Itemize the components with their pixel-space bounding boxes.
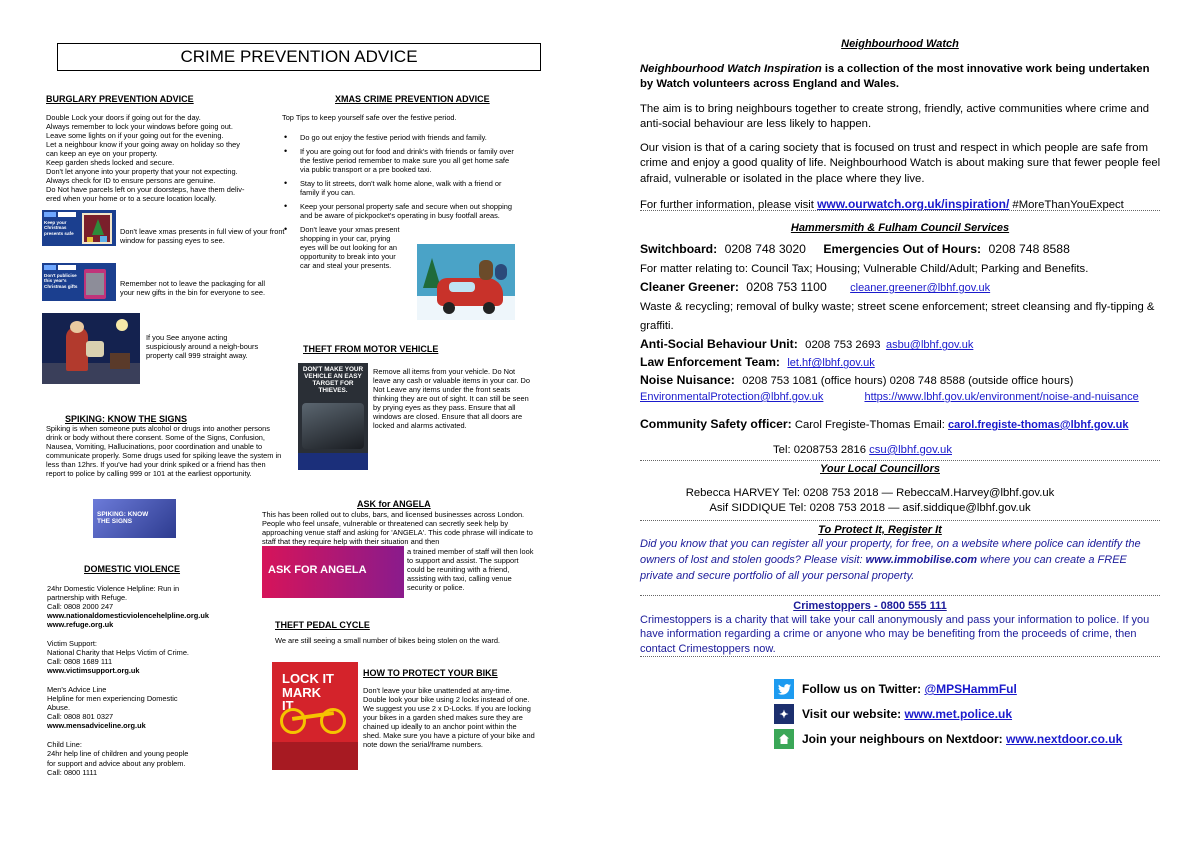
burglary-line: ered when your home or to a secure location locally. <box>46 194 217 204</box>
motor-image-text: DON'T MAKE YOUR VEHICLE AN EASY TARGET FOR THIEVES. <box>302 366 364 395</box>
xmas-tip: • Do go out enjoy the festive period with friends and family. <box>282 133 527 142</box>
dv-link[interactable]: www.nationaldomesticviolencehelpline.org.uk <box>47 611 209 621</box>
nw-intro <box>640 62 1165 93</box>
crimestoppers-heading-text: Crimestoppers - 0800 555 111 <box>793 600 947 612</box>
crimestoppers-text: Crimestoppers is a charity that will take your call anonymously and pass your information to police. If you have information regarding a crime or anyone who may be benefiting from the proceeds of crime, then contact Crimestoppers now. <box>640 614 1150 655</box>
dv-block <box>47 740 287 776</box>
xmas-tip: • If you are going out for food and drink's with friends or family over the festive period remember to make sure you all get home safe via public transport or a pre booked taxi. <box>282 147 527 174</box>
met-police-link[interactable]: www.met.police.uk <box>904 707 1013 721</box>
xmas-heading: XMAS CRIME PREVENTION ADVICE <box>335 94 490 104</box>
twitter-icon[interactable] <box>774 679 794 699</box>
nw-heading <box>640 38 1160 50</box>
angela-heading: ASK for ANGELA <box>357 499 431 509</box>
dv-block <box>47 584 287 629</box>
council-services <box>640 241 1165 458</box>
councillor-rebecca: Rebecca HARVEY Tel: 0208 753 2018 — RebeccaM.Harvey@lbhf.gov.uk <box>685 487 1055 499</box>
crimestoppers-heading <box>640 600 1160 612</box>
angela-text-cont: a trained member of staff will then look to support and assist. The support could be reuniting with a friend, assisting with taxi, calling venue security or police. <box>407 547 534 593</box>
met-logo-badge <box>44 265 56 270</box>
protect-bike-text: Don't leave your bike unattended at any-time. Double look your bike using 2 locks instead of one. We suggest you use 2 x D-Locks. If you are locking your bikes in a garden shed makes sure they are chained up ideally to an anchor point within the shed. Make sure you have a picture of your bike and note down the serial/frame numbers. <box>363 686 535 750</box>
dv-link[interactable]: www.refuge.org.uk <box>47 620 114 630</box>
burglary-line: Do Not have parcels left on your doorsteps, have them deliv- <box>46 185 245 195</box>
council-heading <box>640 222 1160 234</box>
burglary-line: can keep an eye on your property. <box>46 149 158 159</box>
dv-line: Call: 0800 1111 <box>47 767 98 777</box>
cleaner-greener-label: Cleaner Greener: <box>640 280 739 295</box>
burglar-figure <box>66 327 88 371</box>
burglary-line: Keep garden sheds locked and secure. <box>46 158 175 168</box>
asb-row <box>640 336 1165 354</box>
met-logo-badge <box>58 212 76 217</box>
lock-it-image-text: LOCK IT MARK IT <box>282 671 334 714</box>
angela-image <box>262 546 404 598</box>
cso-label: Community Safety officer: <box>640 416 792 431</box>
council-heading-text: Hammersmith & Fulham Council Services <box>790 222 1010 234</box>
domestic-violence-heading: DOMESTIC VIOLENCE <box>84 564 181 574</box>
christmas-gifts-image <box>42 263 116 301</box>
dv-line: Call: 0808 801 0327 <box>47 712 114 722</box>
domestic-violence-list <box>47 584 287 777</box>
dv-line: Call: 0808 2000 247 <box>47 602 114 612</box>
xmas-presents-image-text: Keep your Christmas presents safe <box>44 220 74 236</box>
noise-label: Noise Nuisance: <box>640 373 735 388</box>
nextdoor-row <box>774 729 1122 749</box>
tip1-text: Don't leave xmas presents in full view of your front window for passing eyes to see. <box>120 227 285 246</box>
met-logo-badge <box>58 265 76 270</box>
nw-section <box>640 62 1165 213</box>
dv-line: Abuse. <box>47 703 71 713</box>
protect-text-1: Did you know that you can register all your property, for free, on a website where police can identify the owners of lost and stolen goods? Please visit: <box>640 538 1141 566</box>
cleaner-greener-number: 0208 753 1100 <box>746 280 827 295</box>
dv-line: National Charity that Helps Victim of Crime. <box>47 648 189 658</box>
nextdoor-link[interactable]: www.nextdoor.co.uk <box>1006 732 1123 746</box>
xmas-tip: • Stay to lit streets, don't walk home alone, walk with a friend or family if you can. <box>282 179 527 197</box>
dv-link[interactable]: www.mensadviceline.org.uk <box>47 721 146 731</box>
csu-email[interactable]: csu@lbhf.gov.uk <box>869 443 952 456</box>
dv-line: 24hr Domestic Violence Helpline: Run in <box>47 584 180 593</box>
emergencies-number: 0208 748 8588 <box>988 242 1070 256</box>
burglary-line: Don't let anyone into your property that your not expecting. <box>46 167 238 177</box>
nextdoor-text <box>802 732 1122 746</box>
bike-wheel <box>280 708 306 734</box>
nw-inspiration: Neighbourhood Watch Inspiration <box>640 63 822 75</box>
switchboard-number: 0208 748 3020 <box>724 242 806 256</box>
motor-heading: THEFT FROM MOTOR VEHICLE <box>303 344 439 354</box>
law-email[interactable]: let.hf@lbhf.gov.uk <box>787 357 875 370</box>
pedal-text: We are still seeing a small number of bikes being stolen on the ward. <box>275 636 500 645</box>
protect-text-2: where you can create a FREE private and secure portfolio of all your personal property. <box>640 553 1127 582</box>
councillors-list <box>640 486 1160 515</box>
divider <box>640 595 1160 596</box>
twitter-text <box>802 682 1017 696</box>
councillor-asif: Asif SIDDIQUE Tel: 0208 753 2018 — asif.siddique@lbhf.gov.uk <box>709 501 1031 514</box>
nextdoor-icon[interactable] <box>774 729 794 749</box>
xmas-tip: • Keep your personal property safe and secure when out shopping and be aware of pickpocket's operating in busy footfall areas. <box>282 202 527 220</box>
twitter-label: Follow us on Twitter: <box>802 682 925 696</box>
tip3-text: If you See anyone acting suspiciously around a neigh-bours property call 999 straight away. <box>146 333 259 361</box>
spiking-text: Spiking is when someone puts alcohol or drugs into another persons drink or body without there consent. Some of the Signs, Confusion, Nausea, Vomiting, Hallucinations, poor coordination and unable to communicate properly. Some drugs used for spiking leave the system in less than 12hrs. If you've had your drink spiked or a friend has then report to police by calling 999 or 101 at the earliest opportunity. <box>46 424 282 479</box>
page-title: CRIME PREVENTION ADVICE <box>180 47 418 66</box>
cso-tel-row <box>640 442 1165 458</box>
website-row <box>774 704 1012 724</box>
waste-text: Waste & recycling; removal of bulky waste; street scene enforcement; street cleansing and fly-tipping & graffiti. <box>640 301 1155 333</box>
dv-link[interactable]: www.victimsupport.org.uk <box>47 666 140 676</box>
asb-label: Anti-Social Behaviour Unit: <box>640 337 798 352</box>
env-protection-email[interactable]: EnvironmentalProtection@lbhf.gov.uk <box>640 390 824 403</box>
xmas-car-image <box>417 244 515 320</box>
cso-row <box>640 416 1165 434</box>
nw-more-text: For further information, please visit <box>640 198 818 211</box>
councillors-heading-text: Your Local Councillors <box>820 463 940 475</box>
dv-line: 24hr help line of children and young people <box>47 749 189 759</box>
twitter-row <box>774 679 1017 699</box>
switchboard-row <box>640 241 1165 259</box>
burglary-line: Always remember to lock your windows before going out. <box>46 122 233 132</box>
ourwatch-link[interactable]: www.ourwatch.org.uk/inspiration/ <box>817 196 1010 211</box>
emergencies-label: Emergencies Out of Hours: <box>823 242 982 256</box>
hashtag: #MoreThanYouExpect <box>1009 198 1124 211</box>
spiking-heading: SPIKING: KNOW THE SIGNS <box>65 414 188 424</box>
dv-line: Child Line: <box>47 740 82 750</box>
lock-it-mark-it-image <box>272 662 358 770</box>
xmas-presents-image <box>42 210 116 246</box>
immobilise-link[interactable]: www.immobilise.com <box>865 553 978 566</box>
divider <box>640 210 1160 211</box>
nextdoor-label: Join your neighbours on Nextdoor: <box>802 732 1006 746</box>
xmas-tip: • Don't leave your xmas present shopping in your car, prying eyes will be out looking for an opportunity to break into your car and steal your presents. <box>282 225 402 270</box>
dv-line: Helpline for men experiencing Domestic <box>47 694 178 704</box>
protect-heading <box>640 524 1160 536</box>
nw-aim: The aim is to bring neighbours together to create strong, friendly, active communities where crime and anti-social behaviour are less likely to happen. <box>640 102 1150 130</box>
dv-line: Victim Support: <box>47 639 97 649</box>
cleaner-greener-email[interactable]: cleaner.greener@lbhf.gov.uk <box>850 282 991 295</box>
dv-line: for support and advice about any problem. <box>47 758 186 768</box>
noise-row <box>640 372 1165 390</box>
website-label: Visit our website: <box>802 707 905 721</box>
burglary-line: Let a neighbour know if your going away on holiday so they <box>46 140 240 150</box>
burglary-text <box>46 113 286 203</box>
crime-prevention-title-box <box>57 43 541 71</box>
motor-text: Remove all items from your vehicle. Do Not leave any cash or valuable items in your car. Do Not Leave any items under the front seats thinking they are out of sight. It can still be seen by prying eyes as they pass. Ensure that all windows are closed. Ensure that all doors are locked and alarms activated. <box>373 367 530 431</box>
noise-links-row <box>640 390 1165 406</box>
burglary-line: Leave some lights on if your going out for the evening. <box>46 131 224 141</box>
xmas-intro: Top Tips to keep yourself safe over the festive period. <box>282 113 457 122</box>
met-police-icon[interactable]: ✦ <box>774 704 794 724</box>
angela-image-text: ASK FOR ANGELA <box>268 564 367 576</box>
dv-line: Call: 0808 1689 111 <box>47 657 113 667</box>
dv-block <box>47 639 287 675</box>
burglary-line: Double Lock your doors if going out for the day. <box>46 113 201 122</box>
twitter-handle-link[interactable]: @MPSHammFul <box>924 682 1017 696</box>
councillors-heading <box>640 463 1160 475</box>
burglary-line: Always check for ID to ensure persons are genuine. <box>46 176 216 186</box>
nw-heading-text: Neighbourhood Watch <box>841 38 959 50</box>
gift-bin-drawing <box>84 269 106 299</box>
christmas-gifts-image-text: Don't publicise this year's Christmas gifts <box>44 273 78 289</box>
tip2-text: Remember not to leave the packaging for all your new gifts in the bin for everyone to see. <box>120 279 266 298</box>
met-logo-badge <box>44 212 56 217</box>
dv-line: Men's Advice Line <box>47 685 107 695</box>
noise-url[interactable]: https://www.lbhf.gov.uk/environment/noise-and-nuisance <box>864 390 1139 403</box>
pedal-heading: THEFT PEDAL CYCLE <box>275 620 370 630</box>
protect-text <box>640 537 1162 585</box>
motor-image <box>298 363 368 470</box>
dv-block <box>47 685 287 730</box>
cso-tel: Tel: 0208753 2816 <box>773 443 870 456</box>
cleaner-greener-row <box>640 279 1165 297</box>
cso-email[interactable]: carol.fregiste-thomas@lbhf.gov.uk <box>948 418 1129 431</box>
asb-number: 0208 753 2693 <box>805 339 881 352</box>
nw-vision: Our vision is that of a caring society that is focused on trust and respect in which people are safe from crime and enjoy a good quality of life. Neighbourhood Watch is about making sure that fewer people feel afraid, vulnerable or isolated in the place where they live. <box>640 142 1161 185</box>
divider <box>640 520 1160 521</box>
law-label: Law Enforcement Team: <box>640 355 780 370</box>
protect-heading-text: To Protect It, Register It <box>818 524 942 536</box>
noise-numbers: 0208 753 1081 (office hours) 0208 748 8588 (outside office hours) <box>742 375 1074 388</box>
xmas-window-drawing <box>82 213 112 244</box>
burglary-heading: BURGLARY PREVENTION ADVICE <box>46 94 194 104</box>
divider <box>640 460 1160 461</box>
council-matters: For matter relating to: Council Tax; Housing; Vulnerable Child/Adult; Parking and Benefits. <box>640 262 1089 275</box>
website-text <box>802 707 1012 721</box>
spiking-image-text: SPIKING: KNOW THE SIGNS <box>97 511 149 526</box>
spiking-image <box>93 499 176 538</box>
protect-bike-heading: HOW TO PROTECT YOUR BIKE <box>363 668 498 678</box>
burglar-image <box>42 313 140 384</box>
asb-email[interactable]: asbu@lbhf.gov.uk <box>885 339 974 352</box>
cso-name: Carol Fregiste-Thomas Email: <box>791 418 949 431</box>
law-row <box>640 354 1165 372</box>
angela-text: This has been rolled out to clubs, bars, and licensed businesses across London. People who feel unsafe, vulnerable or threatened can secretly seek help by approaching venue staff and asking for 'ANGELA'. This code phrase will indicate to staff that they require help with their situation and then <box>262 510 533 547</box>
dv-line: partnership with Refuge. <box>47 593 128 603</box>
divider <box>640 656 1160 657</box>
nw-intro-rest: is a collection of the most innovative work being undertaken by Watch volunteers across England and Wales. <box>640 63 1150 91</box>
moon-icon <box>116 319 128 331</box>
switchboard-label: Switchboard: <box>640 242 718 256</box>
